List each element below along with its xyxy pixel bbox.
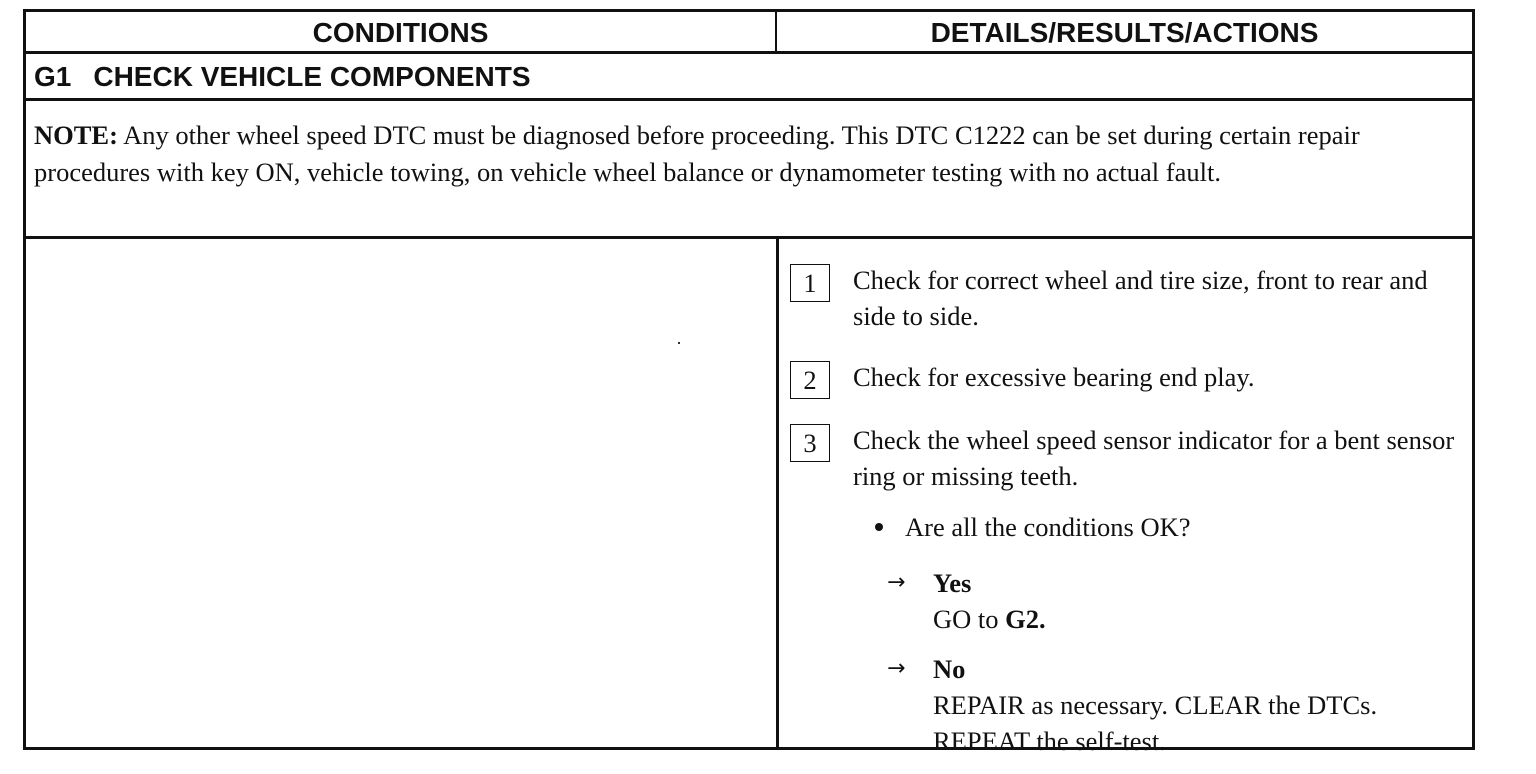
step-text: Check for correct wheel and tire size, front to rear and side to side. [853, 265, 1428, 331]
step-number-box: 3 [790, 424, 830, 462]
right-arrow-icon: → [887, 570, 906, 595]
details-column-header: DETAILS/RESULTS/ACTIONS [930, 17, 1319, 48]
result-yes-action [933, 601, 1046, 637]
conditions-column-header: CONDITIONS [26, 12, 777, 51]
section-title: CHECK VEHICLE COMPONENTS [93, 61, 531, 92]
conditions-cell [26, 239, 779, 747]
step-number-box: 2 [790, 361, 830, 399]
result-yes-label: Yes [933, 568, 972, 598]
section-code: G1 [34, 61, 72, 92]
note-label: NOTE: [34, 120, 118, 150]
result-yes-target: G2. [1005, 604, 1046, 634]
right-arrow-icon: → [887, 656, 906, 681]
note-block [26, 101, 1472, 239]
result-yes-action-prefix: GO to [933, 604, 1006, 634]
diagnostic-table [23, 9, 1475, 756]
note-text: Any other wheel speed DTC must be diagnosed before proceeding. This DTC C1222 can be set during certain repair procedures with key ON, vehicle towing, on vehicle wheel balance or dynamometer testing with no actual fault. [34, 120, 1360, 187]
step-number-box: 1 [790, 264, 830, 302]
result-no-action-line2: REPEAT the self-test. [933, 726, 1166, 756]
question-bullet [875, 509, 1191, 545]
section-title-row [26, 54, 1472, 101]
actions-cell [779, 239, 1472, 756]
scan-speck [678, 342, 680, 344]
result-no-action-line1: REPAIR as necessary. CLEAR the DTCs. [933, 690, 1378, 720]
table-header-row [26, 12, 1472, 54]
question-text: Are all the conditions OK? [905, 512, 1191, 542]
result-no-label: No [933, 654, 966, 684]
step-text: Check the wheel speed sensor indicator for a bent sensor ring or missing teeth. [853, 425, 1455, 491]
bullet-icon [875, 523, 883, 531]
step-text: Check for excessive bearing end play. [853, 362, 1255, 392]
